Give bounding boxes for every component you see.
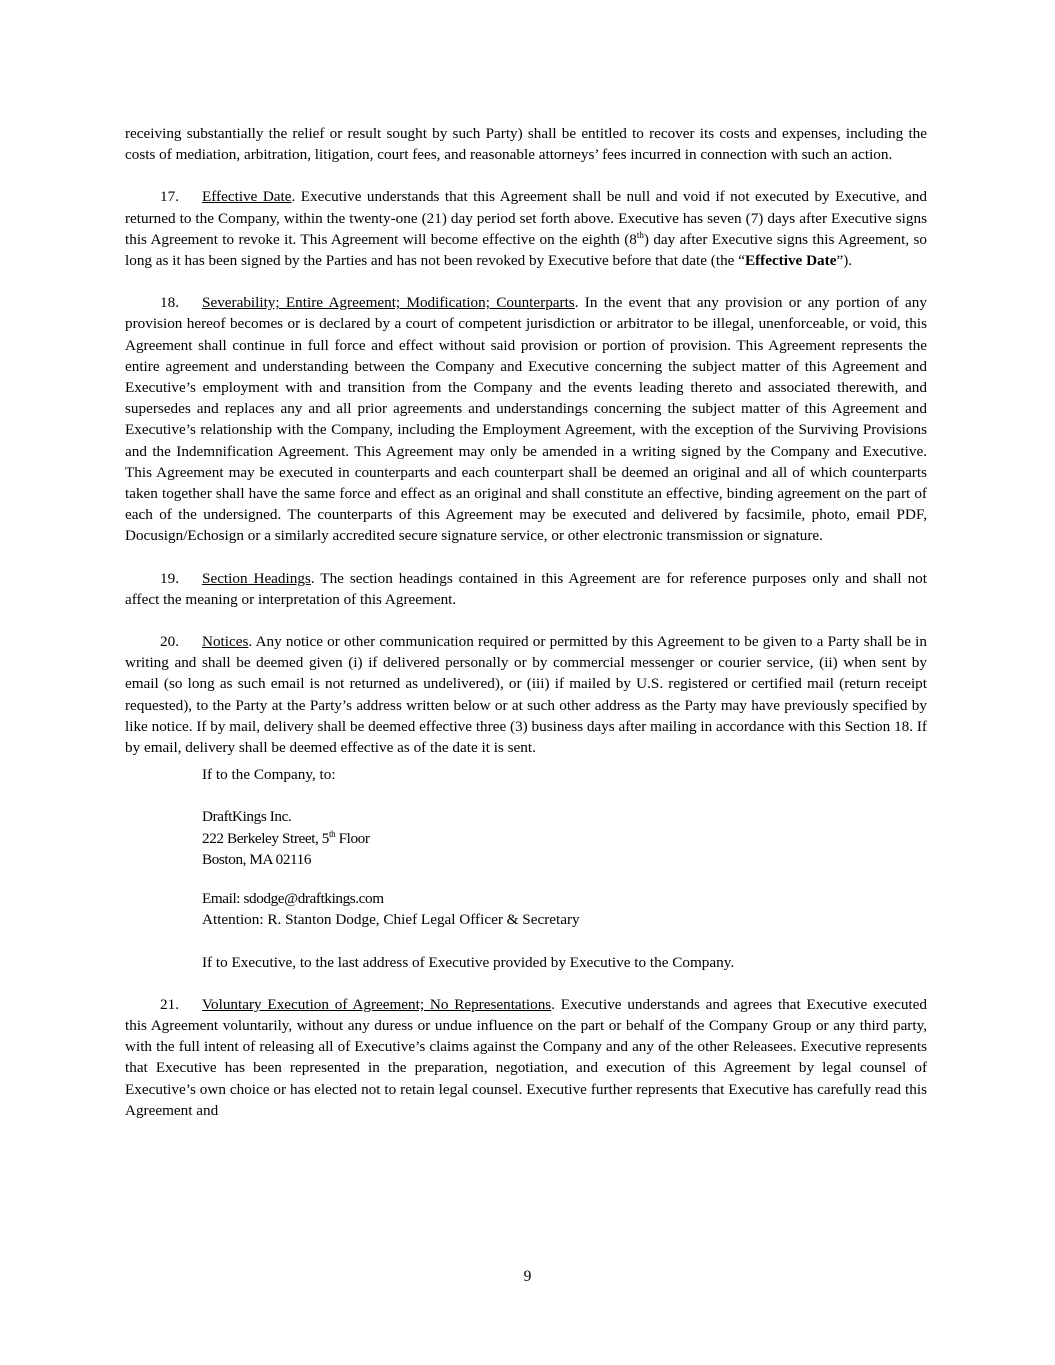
- section-17: [125, 186, 927, 271]
- section-17-number: 17.: [160, 188, 179, 206]
- section-19-text: . The section headings contained in this Agreement are for reference purposes only and shall not affect the meaning or interpretation of this Agreement.: [125, 569, 927, 608]
- section-19-number: 19.: [160, 569, 179, 587]
- section-21: [125, 994, 927, 1121]
- company-street-b: Floor: [335, 829, 370, 847]
- section-18-number: 18.: [160, 294, 179, 312]
- company-street: [202, 828, 927, 849]
- section-21-number: 21.: [160, 995, 179, 1013]
- section-17-heading: Effective Date: [202, 188, 292, 206]
- effective-date-term: Effective Date: [744, 252, 837, 270]
- company-email: Email: sdodge@draftkings.com: [202, 890, 384, 908]
- section-20: [125, 631, 927, 758]
- section-19-heading: Section Headings: [202, 569, 311, 587]
- section-20-heading: Notices: [202, 633, 249, 651]
- section-17-text-b: ) day after Executive signs this Agreement, so long as it has been signed by the Parties and has not been revoked by Executive before that date (the “: [125, 230, 928, 270]
- section-18-text: . In the event that any provision or any portion of any provision hereof becomes or is declared by a court of competent jurisdiction or arbitrator to be illegal, unenforceable, or void, this Agreement shall continue in full force and effect without said provision or portion of provision. This Agreement represents the entire agreement and understanding between the Company and Executive concerning the subject matter of this Agreement and Executive’s employment with and transition from the Company and the events leading thereto and associated therewith, and supersedes and replaces any and all prior agreements and understandings concerning the subject matter of this Agreement and Executive’s relationship with the Company, including the Employment Agreement, with the exception of the Surviving Provisions and the Indemnification Agreement. This Agreement may only be amended in a writing signed by the Company and Executive. This Agreement may be executed in counterparts and each counterpart shall be deemed an original and all of which counterparts taken together shall have the same force and effect as an original and shall constitute an effective, binding agreement on the part of each of the undersigned. The counterparts of this Agreement may be executed and delivered by facsimile, photo, email PDF, Docusign/Echosign or a similarly accredited secure signature service, or other electronic transmission or signature.: [125, 294, 927, 545]
- company-street-a: 222 Berkeley Street, 5: [202, 829, 330, 847]
- opening-paragraph: receiving substantially the relief or result sought by such Party) shall be entitled to recover its costs and expenses, including the costs of mediation, arbitration, litigation, court fees, and reasonable attorneys’ fees incurred in connection with such an action.: [125, 125, 927, 164]
- section-20-number: 20.: [160, 633, 179, 651]
- company-city: Boston, MA 02116: [202, 850, 312, 868]
- section-21-text: . Executive understands and agrees that Executive executed this Agreement voluntarily, without any duress or undue influence on the part or behalf of the Company Group or any third party, with the full intent of releasing all of Executive’s claims against the Company and any of the other Releasees. Executive represents that Executive has been represented in the preparation, negotiation, and execution of this Agreement by legal counsel of Executive’s own choice or has elected not to retain legal counsel. Executive further represents that Executive has carefully read this Agreement and: [125, 995, 927, 1119]
- section-18-heading: Severability; Entire Agreement; Modification; Counterparts: [202, 294, 575, 312]
- section-18: [125, 292, 927, 546]
- section-17-text-a: . Executive understands that this Agreement shall be null and void if not executed by Executive, and returned to the Company, within the twenty-one (21) day period set forth above. Executive has seven (7) days after Executive signs this Agreement to revoke it. This Agreement will become effective on the eighth (8: [125, 188, 927, 248]
- company-notice-intro: If to the Company, to:: [202, 766, 336, 784]
- section-20-text: . Any notice or other communication required or permitted by this Agreement to be given to a Party shall be in writing and shall be deemed given (i) if delivered personally or by commercial messenger or courier service, (ii) when sent by email (so long as such email is not returned as undelivered), or (iii) if mailed by U.S. registered or certified mail (return receipt requested), to the Party at the Party’s address written below or at such other address as the Party may have previously specified by like notice. If by mail, delivery shall be deemed effective three (3) business days after mailing in accordance with this Section 18. If by email, delivery shall be deemed effective as of the date it is sent.: [125, 633, 927, 757]
- executive-notice: If to Executive, to the last address of Executive provided by Executive to the Company.: [202, 953, 735, 971]
- section-17-text-c: ”).: [836, 252, 853, 270]
- section-17-superscript: th: [636, 229, 644, 240]
- document-page: [125, 123, 927, 1121]
- page-number: 9: [523, 1268, 532, 1285]
- company-attention: Attention: R. Stanton Dodge, Chief Legal Officer & Secretary: [202, 911, 580, 929]
- company-name: DraftKings Inc.: [202, 808, 292, 826]
- section-21-heading: Voluntary Execution of Agreement; No Representations: [202, 995, 552, 1013]
- section-19: [125, 568, 927, 610]
- company-street-superscript: th: [329, 828, 336, 839]
